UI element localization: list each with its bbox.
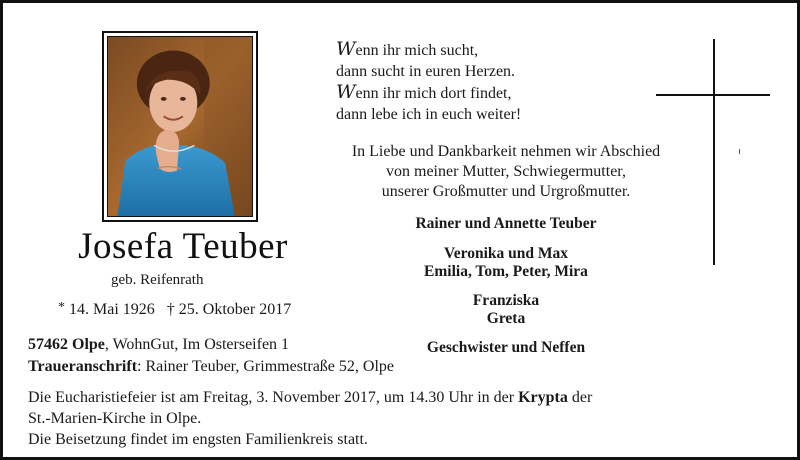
mourning-address-value: : Rainer Teuber, Grimmestraße 52, Olpe — [137, 358, 394, 375]
poem-text: dann lebe ich in euch weiter! — [336, 105, 522, 123]
life-dates — [58, 300, 318, 319]
born-symbol: * — [58, 300, 65, 315]
poem — [336, 39, 596, 125]
poem-text: dann sucht in euren Herzen. — [336, 62, 516, 80]
service-line-1 — [28, 387, 668, 408]
mourner-group: Geschwister und Neffen — [426, 339, 586, 356]
address-city: 57462 Olpe — [28, 336, 105, 353]
poem-initial: W — [336, 38, 356, 60]
mourners-list — [321, 215, 691, 357]
mourner-group: Emilia, Tom, Peter, Mira — [424, 263, 588, 280]
poem-line — [336, 82, 596, 105]
farewell-line: unserer Großmutter und Urgroßmutter. — [381, 183, 631, 200]
service-text: Die Eucharistiefeier ist am Freitag, 3. November 2017, um 14.30 Uhr in der — [28, 389, 519, 406]
service-info — [28, 387, 668, 450]
mourner-group: Veronika und Max — [443, 245, 569, 262]
cross-icon-bar — [656, 94, 770, 96]
farewell-line: In Liebe und Dankbarkeit nehmen wir Abschied — [351, 143, 661, 160]
residence-address — [28, 336, 289, 354]
poem-line — [336, 39, 596, 62]
portrait-image — [108, 37, 252, 216]
poem-text: enn ihr mich sucht, — [355, 42, 479, 59]
death-date: 25. Oktober 2017 — [178, 301, 292, 318]
mourning-address — [28, 358, 394, 376]
mourner-group: Greta — [486, 310, 526, 327]
mourning-address-label: Traueranschrift — [28, 358, 138, 375]
cross-icon — [713, 39, 715, 265]
burial-line: Die Beisetzung findet im engsten Familienkreis statt. — [28, 431, 368, 448]
maiden-name: geb. Reifenrath — [111, 272, 204, 288]
service-line-2: St.-Marien-Kirche in Olpe. — [28, 410, 202, 427]
portrait-photo-frame — [102, 31, 258, 222]
farewell-text — [321, 142, 691, 202]
farewell-line: von meiner Mutter, Schwiegermutter, — [386, 163, 626, 180]
portrait-photo — [107, 36, 253, 217]
poem-text: enn ihr mich dort findet, — [355, 85, 512, 102]
service-location-bold: Krypta — [518, 389, 568, 406]
poem-initial: W — [336, 81, 356, 103]
service-text-end: der — [567, 389, 593, 406]
deceased-name: Josefa Teuber — [78, 226, 288, 267]
birth-date: 14. Mai 1926 — [69, 301, 155, 318]
died-symbol: † — [166, 301, 175, 318]
mourner-group: Rainer und Annette Teuber — [415, 215, 597, 232]
poem-line — [336, 62, 596, 83]
divider-mark — [739, 149, 740, 154]
address-street: , WohnGut, Im Osterseifen 1 — [104, 336, 290, 353]
poem-line — [336, 105, 596, 126]
mourner-group: Franziska — [472, 292, 540, 309]
